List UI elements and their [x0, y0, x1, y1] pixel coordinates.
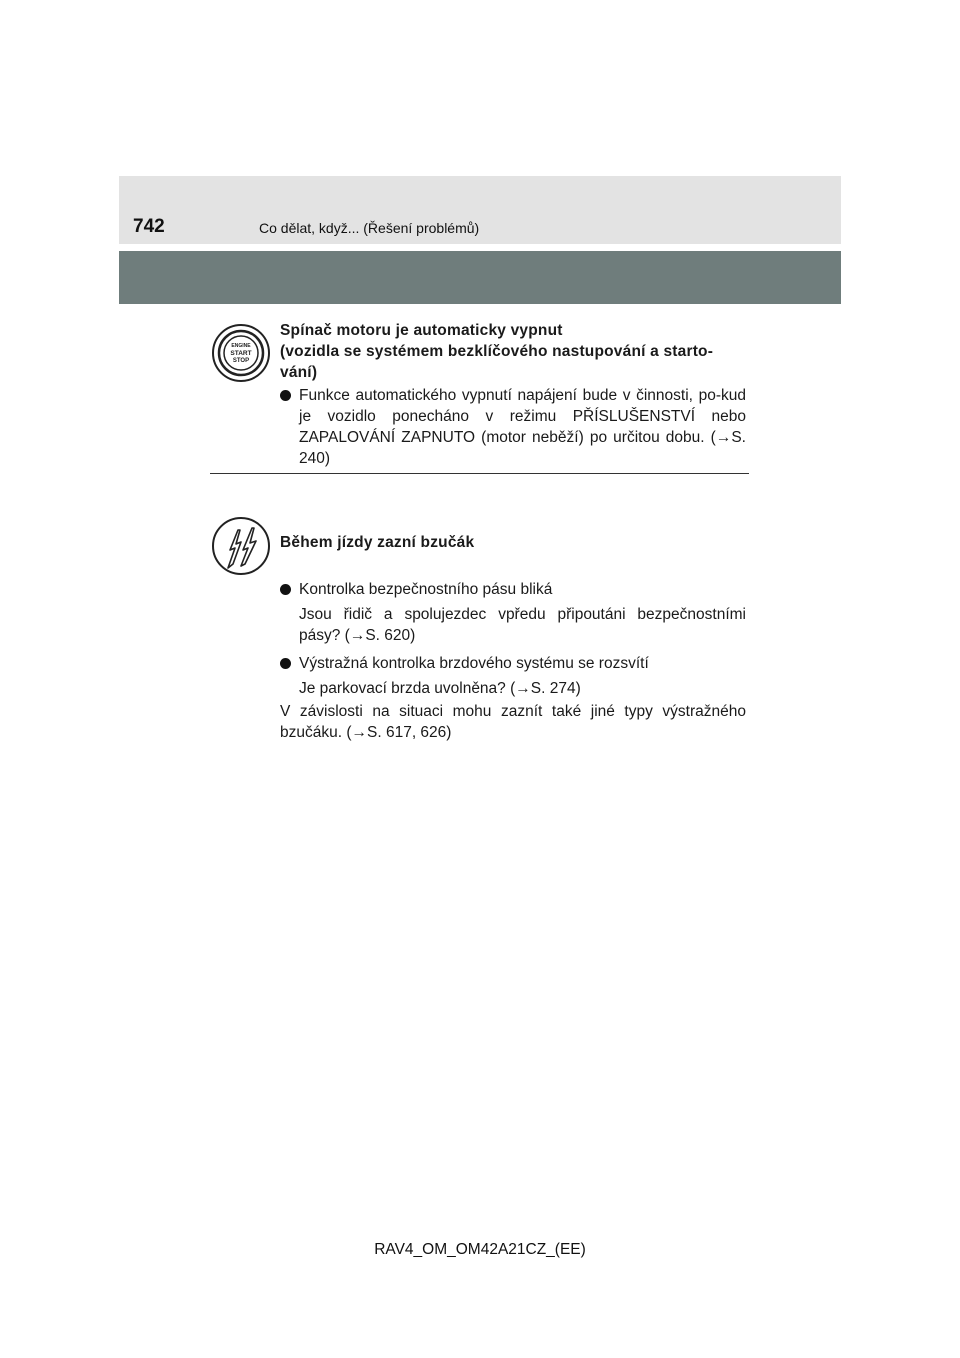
- section2-para3: V závislosti na situaci mohu zaznít také jiné typy výstražného bzučáku. (→S. 617, 626): [280, 703, 746, 741]
- document-code: RAV4_OM_OM42A21CZ_(EE): [374, 1241, 586, 1258]
- section1-title: Spínač motoru je automaticky vypnut (vozidla se systémem bezklíčového nastupování a starto- vání): [280, 322, 714, 381]
- chapter-title: Co dělat, když... (Řešení problémů): [259, 220, 480, 236]
- bullet-dot-icon: [280, 390, 291, 401]
- section2-bullet1: Kontrolka bezpečnostního pásu bliká: [280, 579, 746, 600]
- section2-title: Během jízdy zazní bzučák: [280, 534, 475, 551]
- section2-para1: Jsou řidič a spolujezdec vpředu připoutáni bezpečnostními pásy? (→S. 620): [299, 606, 746, 644]
- svg-text:STOP: STOP: [232, 358, 250, 364]
- section2-para2: Je parkovací brzda uvolněna? (→S. 274): [299, 680, 581, 697]
- buzzer-lightning-icon: [211, 516, 271, 581]
- section-bar: [119, 251, 841, 304]
- bullet-dot-icon: [280, 584, 291, 595]
- header-band: [119, 176, 841, 244]
- svg-text:ENGINE: ENGINE: [231, 343, 251, 349]
- engine-start-stop-icon: [211, 323, 271, 388]
- section1-bullet: Funkce automatického vypnutí napájení bude v činnosti, po-kud je vozidlo ponecháno v režimu PŘÍSLUŠENSTVÍ nebo ZAPALOVÁNÍ ZAPNUTO (motor neběží) po určitou dobu. (→S. 240): [280, 385, 746, 469]
- section2-bullet2: Výstražná kontrolka brzdového systému se rozsvítí: [280, 653, 746, 674]
- section-divider: [210, 473, 749, 474]
- svg-text:START: START: [230, 350, 252, 357]
- bullet-dot-icon: [280, 658, 291, 669]
- page-number: 742: [133, 216, 165, 237]
